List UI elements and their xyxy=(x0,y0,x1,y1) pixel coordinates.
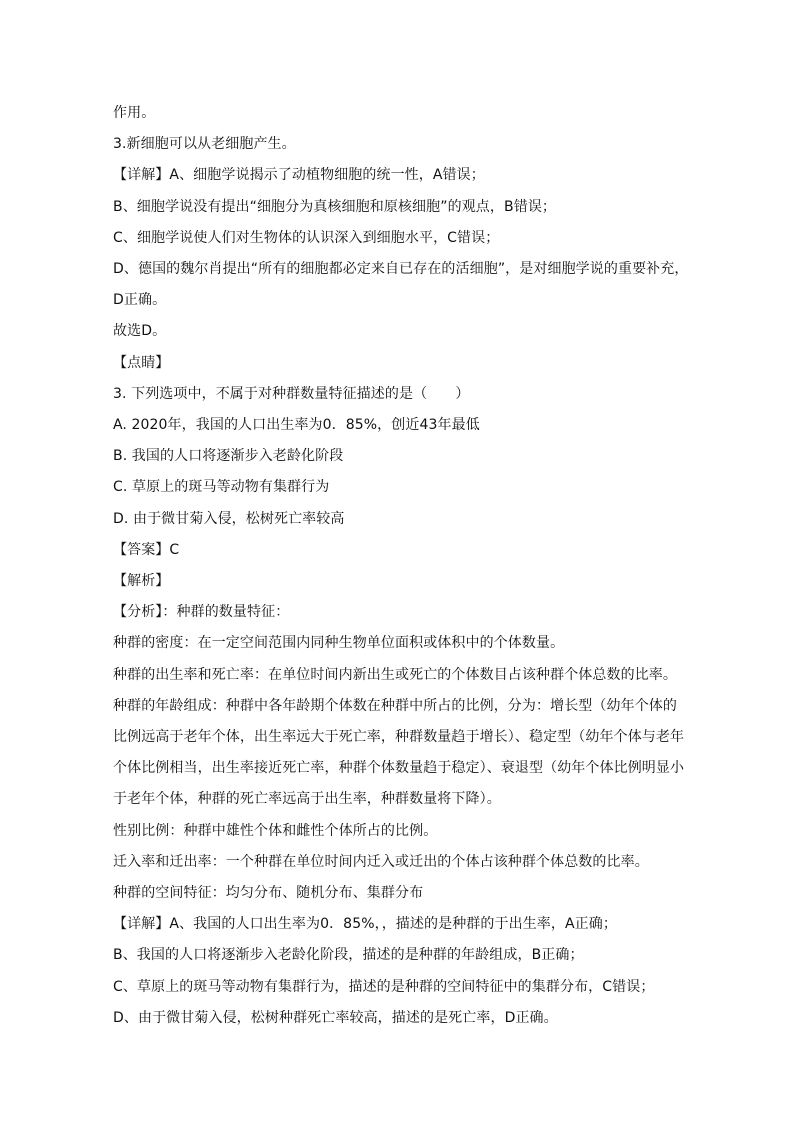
text-line: C、草原上的斑马等动物有集群行为，描述的是种群的空间特征中的集群分布，C错误； xyxy=(113,978,655,995)
option-d: D. 由于微甘菊入侵，松树死亡率较高 xyxy=(113,510,345,527)
section-heading: 【点睛】 xyxy=(113,354,170,371)
document-body xyxy=(113,98,689,1034)
option-b: B. 我国的人口将逐渐步入老龄化阶段 xyxy=(113,448,344,465)
text-line: D、由于微甘菊入侵，松树种群死亡率较高，描述的是死亡率，D正确。 xyxy=(113,1009,558,1026)
question-stem: 3. 下列选项中，不属于对种群数量特征描述的是（ ） xyxy=(113,385,470,402)
answer-line: 【答案】C xyxy=(113,541,180,558)
text-line: 性别比例：种群中雄性个体和雌性个体所占的比例。 xyxy=(113,822,438,839)
text-line: 迁入率和迁出率：一个种群在单位时间内迁入或迁出的个体占该种群个体总数的比率。 xyxy=(113,853,649,870)
text-line: 种群的出生率和死亡率：在单位时间内新出生或死亡的个体数目占该种群个体总数的比率。 xyxy=(113,666,677,683)
text-line: 【分析】：种群的数量特征： xyxy=(113,604,290,621)
text-line: 【详解】A、细胞学说揭示了动植物细胞的统一性，A错误； xyxy=(113,167,485,184)
text-line: 比例远高于老年个体，出生率远大于死亡率，种群数量趋于增长）、稳定型（幼年个体与老年 xyxy=(113,729,685,746)
text-line: 【详解】A、我国的人口出生率为0．85%，，描述的是种群的于出生率，A正确； xyxy=(113,916,617,933)
option-c: C. 草原上的斑马等动物有集群行为 xyxy=(113,479,330,496)
text-line: D正确。 xyxy=(113,292,167,309)
text-line: C、细胞学说使人们对生物体的认识深入到细胞水平，C错误； xyxy=(113,229,500,246)
text-line: 故选D。 xyxy=(113,323,167,340)
text-line: B、细胞学说没有提出“细胞分为真核细胞和原核细胞”的观点，B错误； xyxy=(113,198,557,215)
section-heading: 【解析】 xyxy=(113,573,170,590)
text-line: 作用。 xyxy=(113,105,156,121)
text-line: 个体比例相当，出生率接近死亡率，种群个体数量趋于稳定）、衰退型（幼年个体比例明显小 xyxy=(113,760,685,777)
option-a: A. 2020年，我国的人口出生率为0．85%，创近43年最低 xyxy=(113,417,480,434)
text-line: 于老年个体，种群的死亡率远高于出生率，种群数量将下降）。 xyxy=(113,791,501,808)
text-line: B、我国的人口将逐渐步入老龄化阶段，描述的是种群的年龄组成，B正确； xyxy=(113,947,584,964)
text-line: 种群的空间特征：均匀分布、随机分布、集群分布 xyxy=(113,885,424,902)
text-line: D、德国的魏尔肖提出“所有的细胞都必定来自已存在的活细胞”，是对细胞学说的重要补充， xyxy=(113,261,689,278)
text-line: 种群的年龄组成：种群中各年龄期个体数在种群中所占的比例，分为：增长型（幼年个体的 xyxy=(113,697,677,714)
text-line: 3.新细胞可以从老细胞产生。 xyxy=(113,136,296,153)
text-line: 种群的密度：在一定空间范围内同种生物单位面积或体积中的个体数量。 xyxy=(113,635,565,652)
